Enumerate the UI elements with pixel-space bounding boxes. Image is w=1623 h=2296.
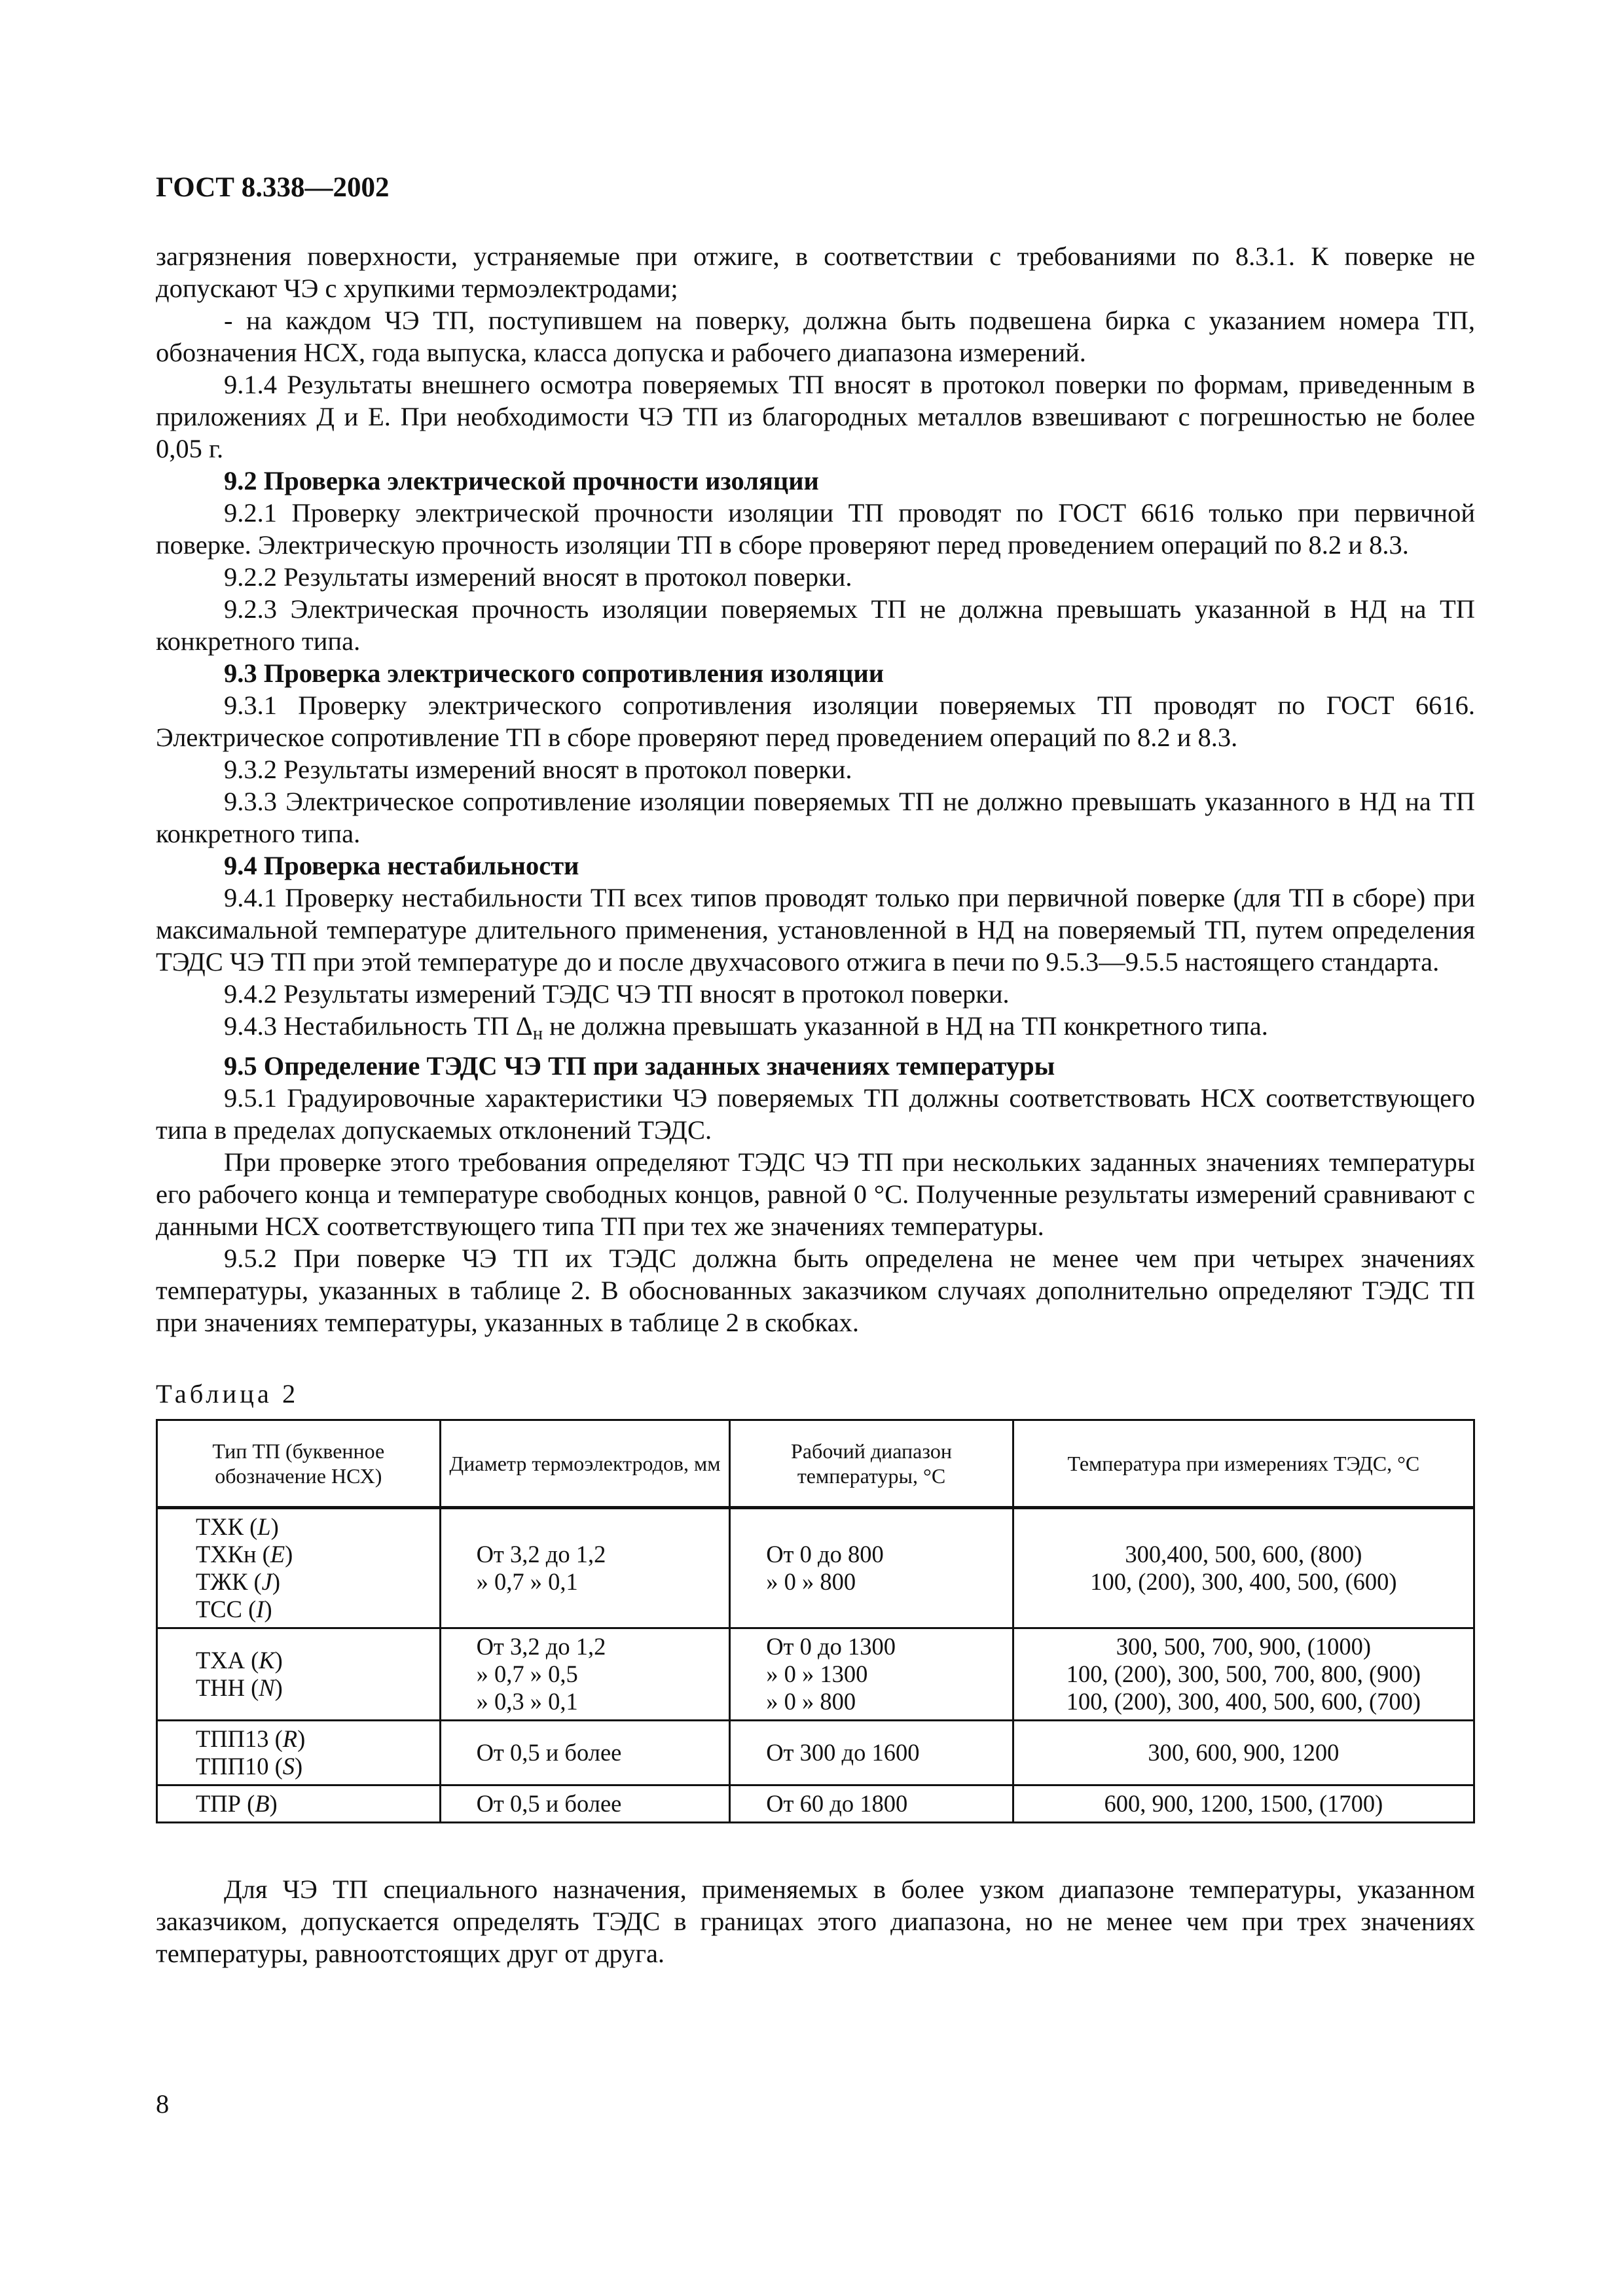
diameter-line: От 3,2 до 1,2	[476, 1633, 606, 1660]
temperature-line: 300,400, 500, 600, (800)	[1125, 1541, 1362, 1568]
paragraph: - на каждом ЧЭ ТП, поступившем на поверку, должна быть подвешена бирка с указанием номера ТП, обозначения НСХ, года выпуска, класса допуска и рабочего диапазона измерений.	[156, 306, 1475, 367]
cell-diameter	[440, 1628, 730, 1721]
paragraph: 9.4.2 Результаты измерений ТЭДС ЧЭ ТП вносят в протокол поверки.	[224, 979, 1010, 1009]
type-code: E	[270, 1541, 285, 1568]
table-header-row	[157, 1420, 1474, 1508]
section-heading: 9.5 Определение ТЭДС ЧЭ ТП при заданных значениях температуры	[224, 1051, 1055, 1081]
type-entry: ТЖК (J)	[196, 1568, 280, 1596]
cell-temperatures	[1013, 1508, 1474, 1628]
type-code: I	[256, 1596, 264, 1623]
table-caption: Таблица 2	[156, 1379, 299, 1409]
column-header: Тип ТП (буквенное обозначение НСХ)	[157, 1420, 441, 1508]
column-header: Температура при измерениях ТЭДС, °С	[1013, 1420, 1474, 1508]
cell-range	[730, 1785, 1013, 1823]
type-name: ТПП13	[196, 1725, 269, 1753]
type-name: ТСС	[196, 1596, 242, 1623]
text-fragment: не должна превышать указанной в НД на ТП конкретного типа.	[543, 1011, 1268, 1041]
diameter-line: » 0,3 » 0,1	[476, 1688, 578, 1715]
type-entry: ТХК (L)	[196, 1513, 279, 1541]
table-row	[157, 1508, 1474, 1628]
paragraph	[156, 1010, 1475, 1050]
type-name: ТНН	[196, 1674, 246, 1702]
temperature-line: 100, (200), 300, 400, 500, (600)	[1090, 1568, 1397, 1596]
subscript: н	[532, 1024, 543, 1045]
range-line: От 60 до 1800	[766, 1790, 908, 1818]
paragraph: При проверке этого требования определяют ТЭДС ЧЭ ТП при нескольких заданных значениях температуры его рабочего конца и температуре свободных концов, равной 0 °С. Полученные результаты измерений сравнивают с данными НСХ соответствующего типа ТП при тех же значениях температуры.	[156, 1147, 1475, 1242]
cell-temperatures	[1013, 1721, 1474, 1785]
page-number: 8	[156, 2089, 170, 2119]
paragraph: 9.1.4 Результаты внешнего осмотра поверяемых ТП вносят в протокол поверки по формам, приведенным в приложениях Д и Е. При необходимости ЧЭ ТП из благородных металлов взвешивают с погрешностью не более 0,05 г.	[156, 370, 1475, 463]
cell-range	[730, 1628, 1013, 1721]
temperature-line: 300, 500, 700, 900, (1000)	[1116, 1633, 1372, 1660]
paragraph: Для ЧЭ ТП специального назначения, применяемых в более узком диапазоне температуры, указанном заказчиком, допускается определять ТЭДС в границах этого диапазона, но не менее чем при трех значениях температуры, равноотстоящих друг от друга.	[156, 1874, 1475, 1969]
cell-diameter	[440, 1721, 730, 1785]
table-row	[157, 1785, 1474, 1823]
type-code: K	[259, 1647, 275, 1674]
type-entry: ТНН (N)	[196, 1674, 283, 1702]
range-line: » 0 » 800	[766, 1568, 856, 1596]
diameter-line: От 0,5 и более	[476, 1790, 622, 1818]
type-code: J	[261, 1568, 272, 1596]
cell-type	[157, 1785, 441, 1823]
cell-temperatures	[1013, 1785, 1474, 1823]
cell-type	[157, 1628, 441, 1721]
type-name: ТХА	[196, 1647, 246, 1674]
type-entry: ТХА (K)	[196, 1647, 283, 1674]
section-heading: 9.2 Проверка электрической прочности изоляции	[224, 466, 819, 495]
diameter-line: От 3,2 до 1,2	[476, 1541, 606, 1568]
range-line: От 0 до 800	[766, 1541, 884, 1568]
paragraph: загрязнения поверхности, устраняемые при отжиге, в соответствии с требованиями по 8.3.1. К поверке не допускают ЧЭ с хрупкими термоэлектродами;	[156, 242, 1475, 303]
temperature-line: 300, 600, 900, 1200	[1148, 1739, 1340, 1767]
type-code: S	[282, 1753, 295, 1780]
paragraph: 9.2.2 Результаты измерений вносят в протокол поверки.	[224, 562, 852, 592]
text-fragment: 9.4.3 Нестабильность ТП Δ	[224, 1011, 533, 1041]
range-line: » 0 » 1300	[766, 1660, 868, 1688]
type-code: N	[259, 1674, 275, 1702]
temperature-line: 600, 900, 1200, 1500, (1700)	[1104, 1790, 1383, 1818]
diameter-line: » 0,7 » 0,1	[476, 1568, 578, 1596]
type-code: B	[255, 1790, 270, 1818]
section-heading: 9.4 Проверка нестабильности	[224, 851, 579, 880]
range-line: От 0 до 1300	[766, 1633, 896, 1660]
cell-range	[730, 1721, 1013, 1785]
paragraph: 9.5.1 Градуировочные характеристики ЧЭ поверяемых ТП должны соответствовать НСХ соответствующего типа в пределах допускаемых отклонений ТЭДС.	[156, 1083, 1475, 1145]
paragraph: 9.2.3 Электрическая прочность изоляции поверяемых ТП не должна превышать указанной в НД на ТП конкретного типа.	[156, 594, 1475, 656]
type-entry: ТСС (I)	[196, 1596, 272, 1623]
temperature-line: 100, (200), 300, 500, 700, 800, (900)	[1066, 1660, 1421, 1688]
range-line: » 0 » 800	[766, 1688, 856, 1715]
type-code: L	[257, 1513, 271, 1541]
column-header: Рабочий диапазон температуры, °С	[730, 1420, 1013, 1508]
cell-temperatures	[1013, 1628, 1474, 1721]
type-name: ТПП10	[196, 1753, 269, 1780]
type-entry: ТПР (B)	[196, 1790, 278, 1818]
diameter-line: От 0,5 и более	[476, 1739, 622, 1767]
data-table	[156, 1419, 1475, 1823]
document-header: ГОСТ 8.338—2002	[156, 172, 390, 203]
type-name: ТХК	[196, 1513, 244, 1541]
table-row	[157, 1721, 1474, 1785]
type-entry: ТПП10 (S)	[196, 1753, 303, 1780]
cell-diameter	[440, 1785, 730, 1823]
type-code: R	[282, 1725, 298, 1753]
section-heading: 9.3 Проверка электрического сопротивления изоляции	[224, 658, 884, 688]
paragraph: 9.3.1 Проверку электрического сопротивления изоляции поверяемых ТП проводят по ГОСТ 6616. Электрическое сопротивление ТП в сборе проверяют перед проведением операций по 8.2 и 8.3.	[156, 691, 1475, 752]
cell-type	[157, 1721, 441, 1785]
paragraph: 9.2.1 Проверку электрической прочности изоляции ТП проводят по ГОСТ 6616 только при первичной поверке. Электрическую прочность изоляции ТП в сборе проверяют перед проведением операций по 8.2 и 8.3.	[156, 498, 1475, 560]
temperature-line: 100, (200), 300, 400, 500, 600, (700)	[1066, 1688, 1421, 1715]
type-name: ТХКн	[196, 1541, 257, 1568]
paragraph: 9.3.3 Электрическое сопротивление изоляции поверяемых ТП не должно превышать указанного в НД на ТП конкретного типа.	[156, 787, 1475, 848]
range-line: От 300 до 1600	[766, 1739, 920, 1767]
paragraph: 9.4.1 Проверку нестабильности ТП всех типов проводят только при первичной поверке (для ТП в сборе) при максимальной температуре длительного применения, установленной в НД на поверяемый ТП, путем определения ТЭДС ЧЭ ТП при этой температуре до и после двухчасового отжига в печи по 9.5.3—9.5.5 настоящего стандарта.	[156, 883, 1475, 977]
paragraph: 9.5.2 При поверке ЧЭ ТП их ТЭДС должна быть определена не менее чем при четырех значениях температуры, указанных в таблице 2. В обоснованных заказчиком случаях дополнительно определяют ТЭДС ТП при значениях температуры, указанных в таблице 2 в скобках.	[156, 1244, 1475, 1338]
type-name: ТПР	[196, 1790, 241, 1818]
table-row	[157, 1628, 1474, 1721]
type-name: ТЖК	[196, 1568, 248, 1596]
diameter-line: » 0,7 » 0,5	[476, 1660, 578, 1688]
type-entry: ТПП13 (R)	[196, 1725, 306, 1753]
column-header: Диаметр термоэлектродов, мм	[440, 1420, 730, 1508]
cell-type	[157, 1508, 441, 1628]
table-body	[157, 1508, 1474, 1823]
cell-range	[730, 1508, 1013, 1628]
paragraph: 9.3.2 Результаты измерений вносят в протокол поверки.	[224, 755, 852, 784]
type-entry: ТХКн (E)	[196, 1541, 293, 1568]
cell-diameter	[440, 1508, 730, 1628]
